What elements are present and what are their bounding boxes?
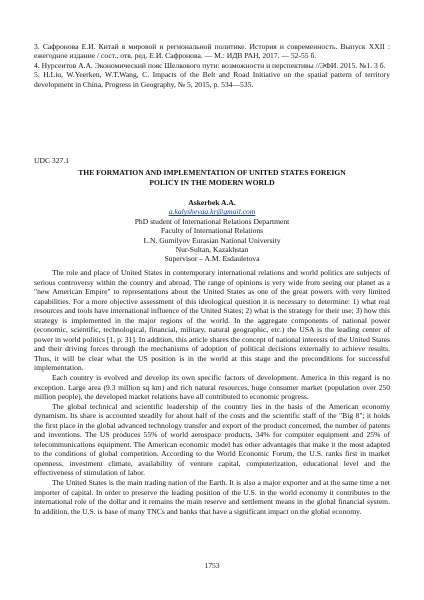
author-email-link[interactable]: a.kalyshevaa.kr@gmail.com — [168, 207, 256, 217]
title-line: THE FORMATION AND IMPLEMENTATION OF UNITED STATES FOREIGN — [78, 168, 346, 177]
reference-list — [34, 42, 390, 89]
author-block — [34, 198, 390, 264]
author-name: Askerbek A.A. — [188, 198, 236, 207]
supervisor-line: Supervisor – A.M. Esdauletova — [164, 254, 260, 264]
body-paragraph: The United States is the main trading nation of the Earth. It is also a major exporter and at the same time a net importer of capital. In order to preserve the leading position of the U.S. in the world economy it contributes to the international role of the dollar and it remains the main reserve and settlement means in the global financial system. In addition, the U.S. is base of many TNCs and banks that have a significant impact on the global economy. — [34, 478, 390, 516]
article-title — [34, 168, 390, 187]
affiliation-line: PhD student of International Relations Department — [134, 216, 290, 226]
title-line: POLICY IN THE MODERN WORLD — [149, 177, 275, 187]
reference-item: 4. Нурсеитов А.А. Экономический пояс Шелкового пути: возможности и перспективы //ЭФИ. 2015. №1. 3 б. — [34, 60, 386, 70]
body-paragraph: The role and place of United States in contemporary international relations and world politics are subjects of serious controversy within the country and abroad. The range of opinions is very wide from seeing our planet as a "new American Empire" to representations about the United States as one of the great powers with very limited capabilities. For a more objective assessment of this ideological question it is necessary to determine: 1) what real resources and tools have international influence of the United States; 2) what is the strategy for their use; 3) how this strategy is implemented in the major regions of the world. In the aggregate components of national power (economic, scientific, technological, financial, military, natural geographic, etc.) the USA is the leading center of power in world politics [1, p. 31]. In addition, this article shares the concept of national interests of the United States and their driving forces through the mechanisms of adoption of political decisions externally to achieve results. Thus, it will be clear what the US position is in the world at this stage and the preconditions for successful implementation. — [34, 268, 390, 373]
affiliation-line: Nur-Sultan, Kazakhstan — [175, 245, 249, 255]
reference-item: 3. Сафронова Е.И. Китай в мировой и региональной политике. История и современность. Выпуск XXII : ежегодное издание / сост., отв. ред. Е.И. Сафронова. — М.: ИДВ РАН, 2017. — 52-55 б. — [34, 42, 390, 61]
page-number: 1753 — [204, 561, 220, 570]
reference-item: 5. H.Liu, W.Yeerken, W.T.Wang, C. Impacts of the Belt and Road Initiative on the spatial pattern of territory development in China, Progress in Geography, № 5, 2015, p. 534—535. — [34, 70, 390, 89]
udc-code: UDC 327.1 — [34, 156, 70, 165]
body-paragraph: The global technical and scientific leadership of the country lies in the basis of the American economy dynamism. Its share is accounted steadily for about half of the costs and the scientific staff of the "Big 8"; it holds the first place in the global advanced technology transfer and export of the product concerned, the number of patents and inventions. The US produces 55% of world aerospace products, 34% for computer equipment and 25% of telecommunications equipment. The American economic model has other advantages that make it the most adapted to the conditions of global competition. According to the World Economic Forum, the U.S. ranks first in market openness, investment climate, availability of venture capital, computerization, educational level and the effectiveness of stimulation of labor. — [34, 401, 390, 478]
body-paragraph: Each country is evolved and develop its own specific factors of development. America in this regard is no exception. Large area (9.3 million sq km) and rich natural resources, huge consumer market (population over 250 million people), the developed market relations have all contributed to economic progress. — [34, 373, 390, 402]
affiliation-line: L.N. Gumilyov Eurasian National University — [143, 235, 281, 245]
article-body — [34, 268, 390, 516]
affiliation-line: Faculty of International Relations — [160, 226, 264, 236]
